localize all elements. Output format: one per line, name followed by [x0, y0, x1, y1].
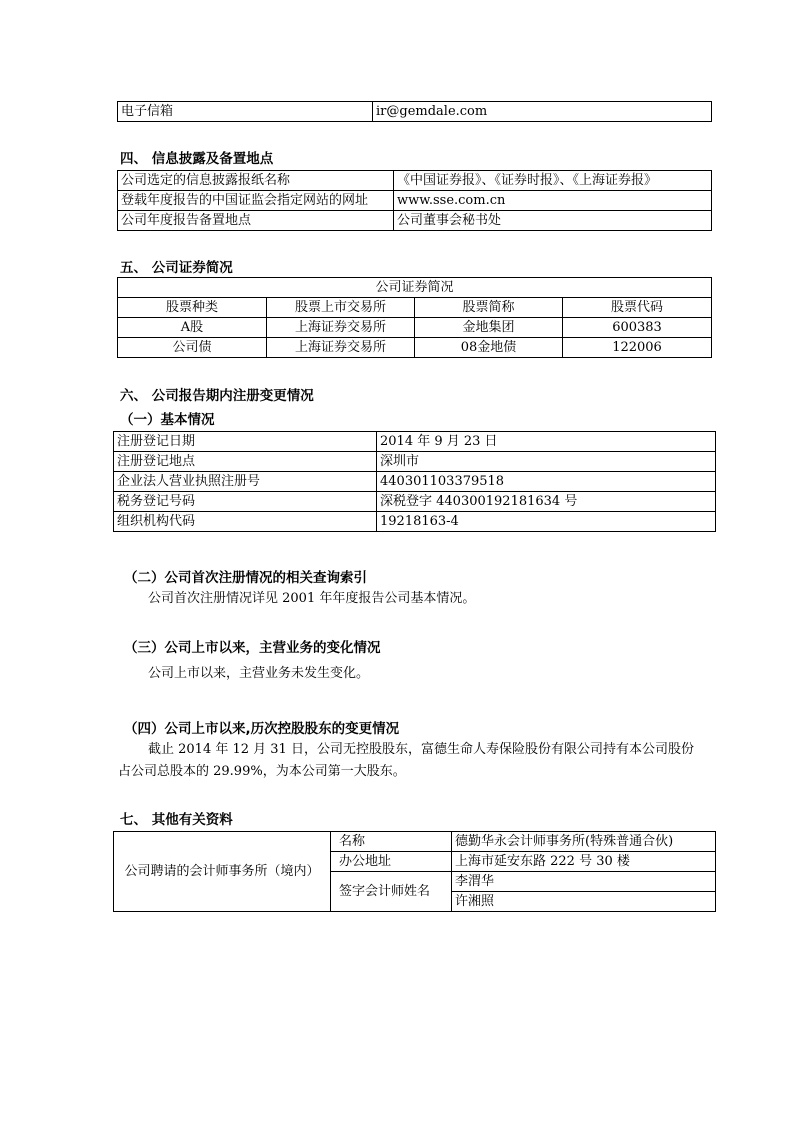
table-row: [114, 512, 716, 532]
table-row: [118, 318, 712, 338]
table-cell: 600383: [563, 318, 712, 338]
table-cell: 注册登记地点: [114, 452, 377, 472]
securities-table-title: 公司证券简况: [118, 278, 712, 298]
website-value: www.sse.com.cn: [394, 191, 712, 211]
subsection1-heading: （一）基本情况: [120, 412, 215, 428]
address-value: 上海市延安东路 222 号 30 楼: [452, 852, 716, 872]
securities-table: [117, 277, 712, 358]
table-row: [118, 211, 712, 231]
table-cell: 公司选定的信息披露报纸名称: [118, 171, 394, 191]
table-row: [114, 492, 716, 512]
registration-table: [113, 431, 716, 532]
table-row: [118, 102, 712, 122]
table-cell: 登载年度报告的中国证监会指定网站的网址: [118, 191, 394, 211]
column-header: 股票上市交易所: [267, 298, 415, 318]
email-value: ir@gemdale.com: [373, 102, 712, 122]
table-cell: 440301103379518: [377, 472, 716, 492]
table-cell: 注册登记日期: [114, 432, 377, 452]
table-row: [114, 452, 716, 472]
table-cell: 19218163-4: [377, 512, 716, 532]
table-cell: 《中国证券报》、《证券时报》、《上海证券报》: [394, 171, 712, 191]
table-cell: 122006: [563, 338, 712, 358]
table-row: [118, 171, 712, 191]
subsection2-text: 公司首次注册情况详见 2001 年年度报告公司基本情况。: [148, 591, 476, 606]
subsection4-heading: （四）公司上市以来,历次控股股东的变更情况: [124, 721, 400, 737]
address-label: 办公地址: [331, 852, 452, 872]
column-header: 股票代码: [563, 298, 712, 318]
subsection3-text: 公司上市以来，主营业务未发生变化。: [148, 666, 370, 681]
column-header: 股票种类: [118, 298, 267, 318]
table-cell: 上海证券交易所: [267, 338, 415, 358]
table-cell: 08金地债: [415, 338, 563, 358]
table-cell: 金地集团: [415, 318, 563, 338]
subsection3-heading: （三）公司上市以来，主营业务的变化情况: [124, 640, 381, 656]
table-row: [114, 432, 716, 452]
table-row: [114, 472, 716, 492]
table-cell: 深圳市: [377, 452, 716, 472]
table-cell: 企业法人营业执照注册号: [114, 472, 377, 492]
email-label: 电子信箱: [118, 102, 373, 122]
table-cell: 公司债: [118, 338, 267, 358]
table-cell: 2014 年 9 月 23 日: [377, 432, 716, 452]
auditor-main-label: 公司聘请的会计师事务所（境内）: [114, 832, 331, 912]
column-header: 股票简称: [415, 298, 563, 318]
table-row: [118, 278, 712, 298]
subsection4-text-line1: 截止 2014 年 12 月 31 日，公司无控股股东，富德生命人寿保险股份有限公司持有本公司股份: [148, 742, 694, 757]
name-value: 德勤华永会计师事务所(特殊普通合伙): [452, 832, 716, 852]
section6-heading: 六、 公司报告期内注册变更情况: [120, 388, 314, 404]
signer-label: 签字会计师姓名: [331, 872, 452, 912]
table-row: [118, 338, 712, 358]
subsection2-heading: （二）公司首次注册情况的相关查询索引: [124, 570, 367, 586]
table-header-row: [118, 298, 712, 318]
name-label: 名称: [331, 832, 452, 852]
signer-name: 李渭华: [452, 872, 716, 892]
email-table: [117, 101, 712, 122]
auditor-table: [113, 831, 716, 912]
table-cell: 公司年度报告备置地点: [118, 211, 394, 231]
section7-heading: 七、 其他有关资料: [120, 812, 233, 828]
table-cell: 公司董事会秘书处: [394, 211, 712, 231]
subsection4-text-line2: 占公司总股本的 29.99%，为本公司第一大股东。: [118, 764, 406, 779]
signer-name: 许湘照: [452, 892, 716, 912]
table-cell: A股: [118, 318, 267, 338]
table-cell: 组织机构代码: [114, 512, 377, 532]
table-row: [114, 832, 716, 852]
table-row: [118, 191, 712, 211]
section4-heading: 四、 信息披露及备置地点: [120, 151, 274, 167]
table-cell: 深税登字 440300192181634 号: [377, 492, 716, 512]
table-cell: 税务登记号码: [114, 492, 377, 512]
table-cell: 上海证券交易所: [267, 318, 415, 338]
disclosure-table: [117, 170, 712, 231]
section5-heading: 五、 公司证券简况: [120, 260, 233, 276]
